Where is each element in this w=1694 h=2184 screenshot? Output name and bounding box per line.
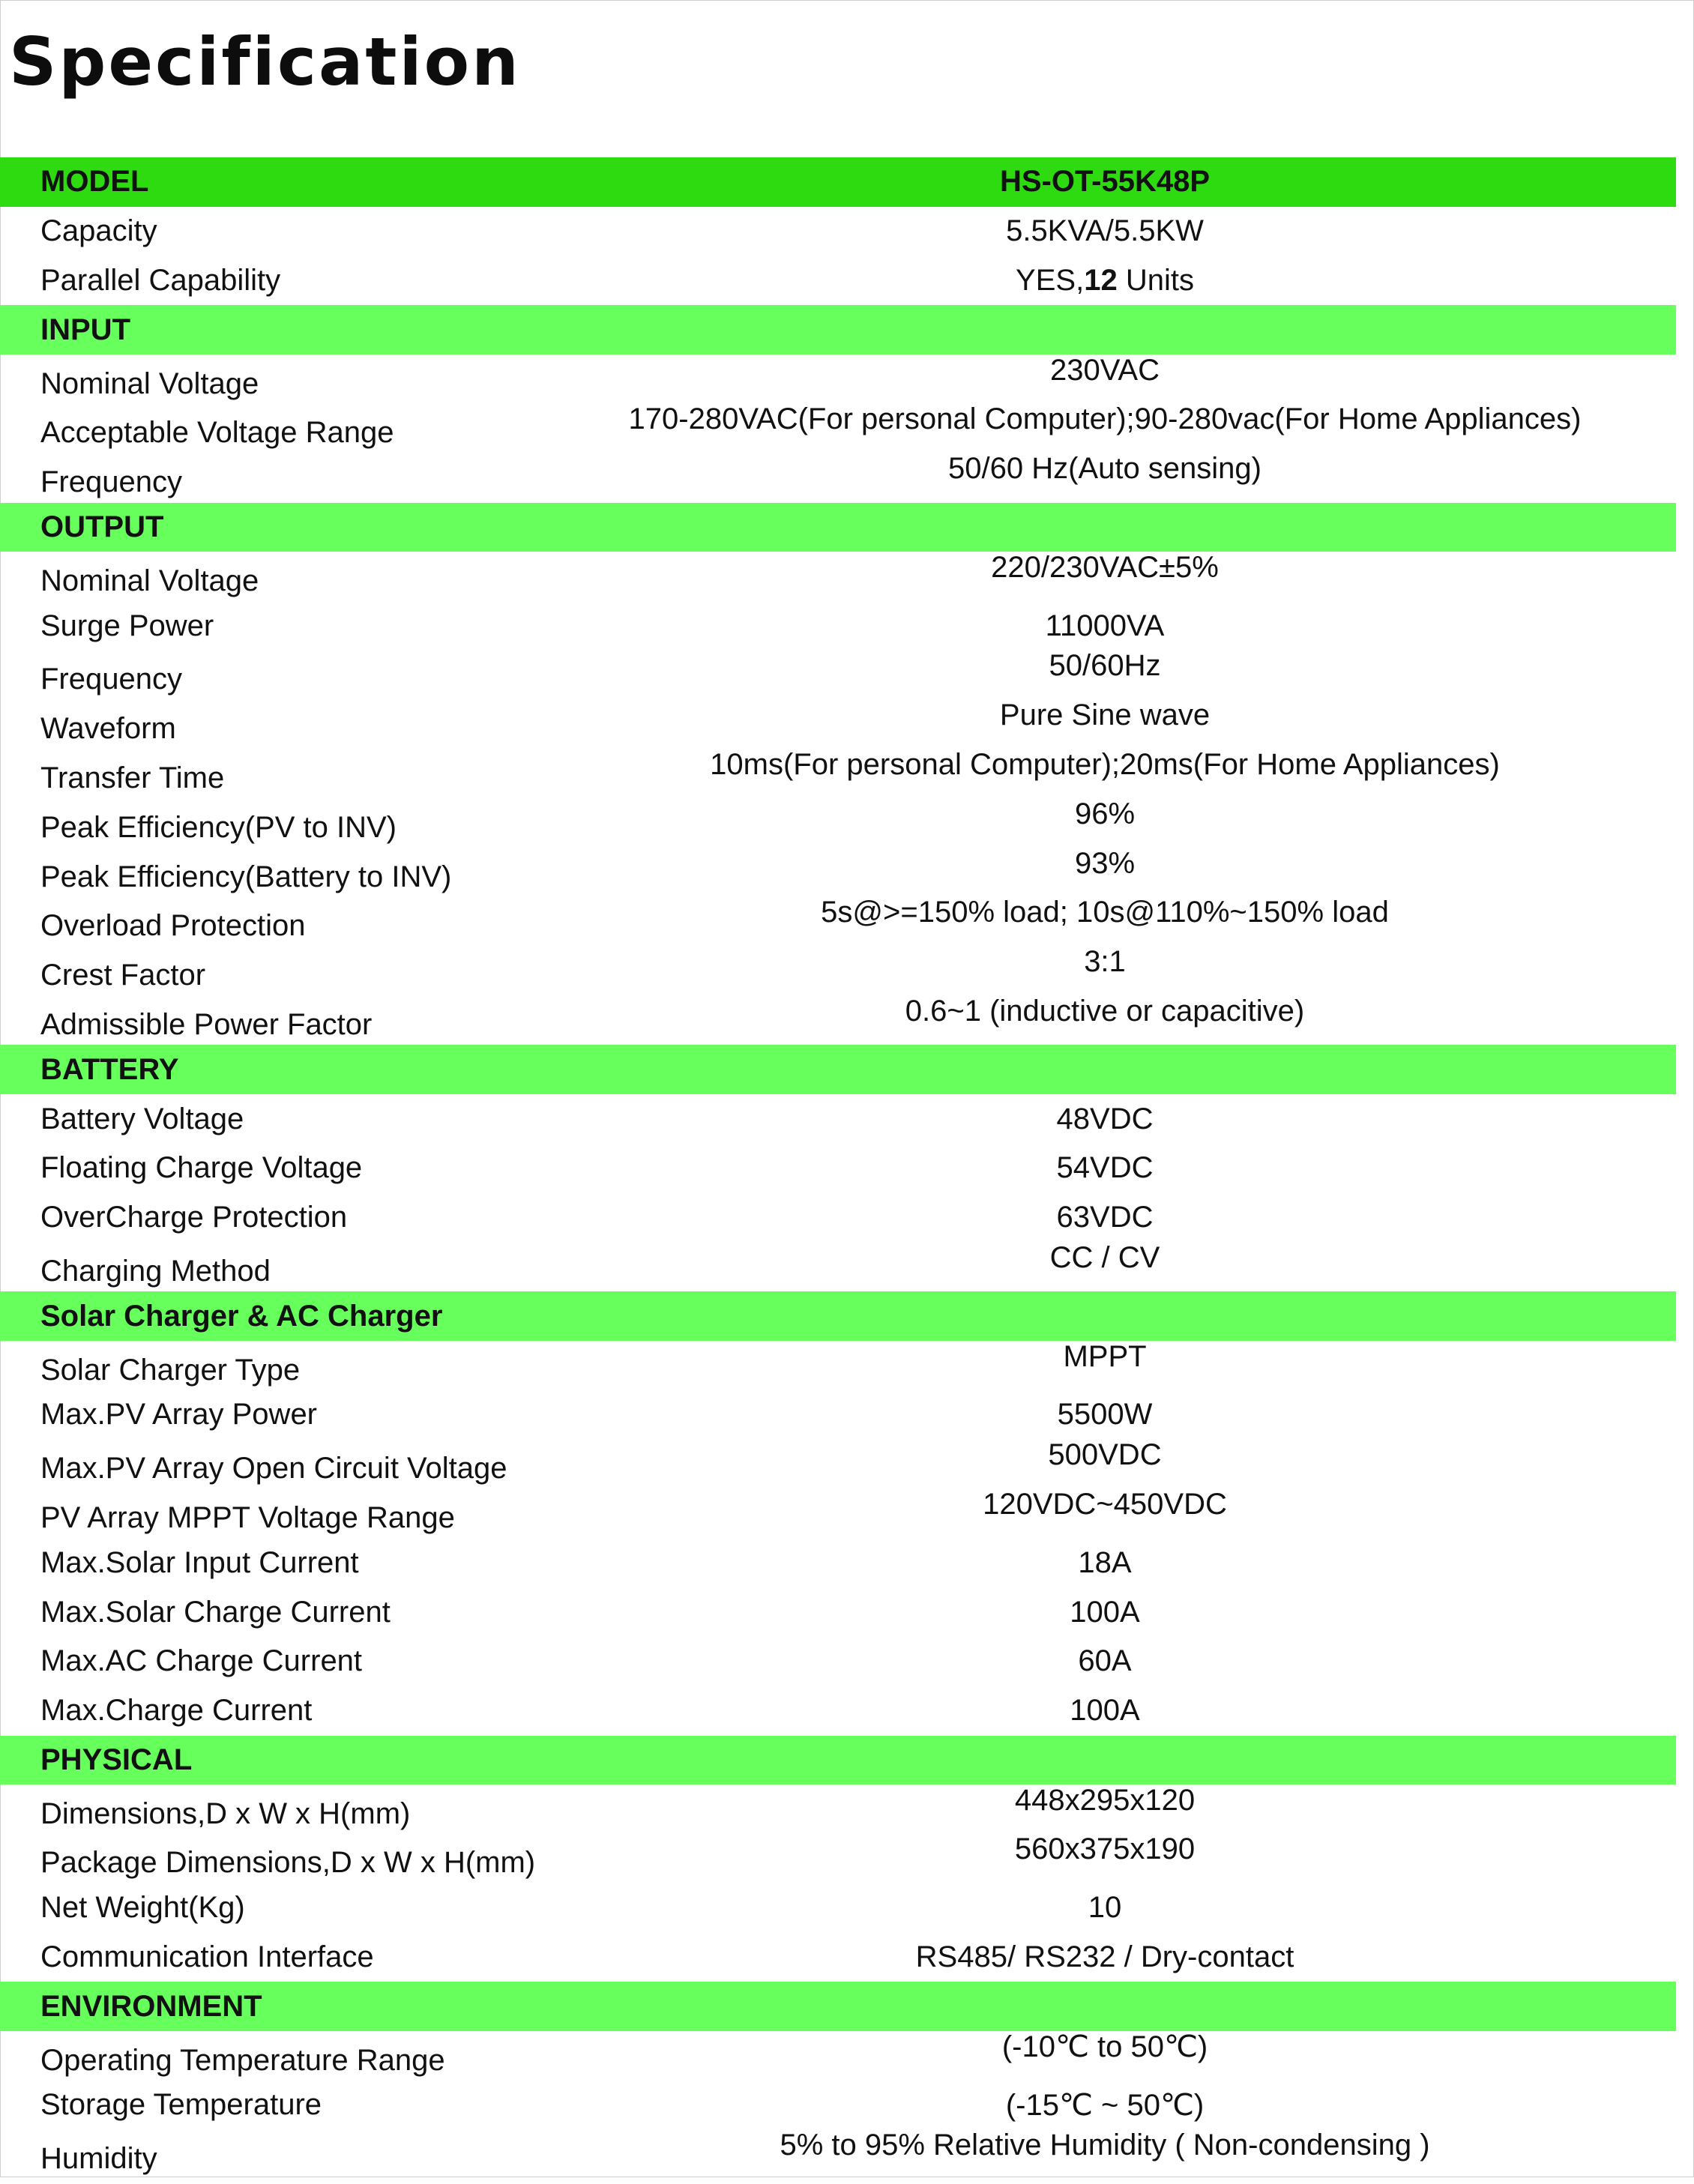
- row-label: Nominal Voltage: [40, 564, 259, 597]
- row-value: 5s@>=150% load; 10s@110%~150% load: [821, 896, 1389, 929]
- row-value: 230VAC: [1049, 353, 1160, 387]
- table-row: [0, 1240, 1676, 1292]
- row-label: Package Dimensions,D x W x H(mm): [40, 1846, 536, 1880]
- row-value: 5.5KVA/5.5KW: [1006, 214, 1204, 248]
- row-label: Max.AC Charge Current: [40, 1644, 363, 1678]
- table-row: [0, 1933, 1676, 1982]
- row-value: 170-280VAC(For personal Computer);90-280vac(For Home Appliances): [628, 402, 1582, 436]
- table-row: [0, 1094, 1676, 1144]
- row-label: Dimensions,D x W x H(mm): [40, 1797, 411, 1830]
- section-title: OUTPUT: [40, 510, 164, 543]
- value-bold: 12: [1084, 263, 1118, 297]
- table-row: [0, 256, 1676, 306]
- row-value: RS485/ RS232 / Dry-contact: [915, 1940, 1294, 1974]
- row-label: Frequency: [40, 663, 182, 696]
- table-row: [0, 207, 1676, 256]
- row-value: 10ms(For personal Computer);20ms(For Home Appliances): [710, 747, 1500, 781]
- table-row: [0, 1538, 1676, 1587]
- row-label: Humidity: [40, 2142, 157, 2176]
- row-value: (-10℃ to 50℃): [1001, 2030, 1208, 2064]
- row-value: 560x375x190: [1014, 1832, 1196, 1866]
- row-label: Nominal Voltage: [40, 366, 259, 400]
- row-value: 10: [1088, 1891, 1122, 1925]
- row-label: Crest Factor: [40, 959, 206, 992]
- table-row: [0, 1883, 1676, 1933]
- row-label: Admissible Power Factor: [40, 1007, 373, 1041]
- value-prefix: YES,: [1016, 263, 1085, 297]
- section-header-battery: [0, 1045, 1676, 1094]
- row-value: 0.6~1 (inductive or capacitive): [905, 994, 1305, 1028]
- row-value: 100A: [1070, 1694, 1140, 1728]
- table-row: [0, 1144, 1676, 1193]
- row-value: 48VDC: [1056, 1102, 1154, 1135]
- row-label: Frequency: [40, 465, 182, 499]
- table-row: [0, 1341, 1676, 1390]
- row-label: Parallel Capability: [40, 263, 281, 297]
- table-row: [0, 1686, 1676, 1736]
- row-label: Transfer Time: [40, 761, 225, 794]
- row-value: 5500W: [1057, 1398, 1153, 1432]
- model-label: MODEL: [40, 165, 149, 199]
- row-label: Max.Solar Charge Current: [40, 1595, 391, 1629]
- row-label: Battery Voltage: [40, 1102, 244, 1135]
- row-value: 50/60Hz: [1049, 649, 1161, 683]
- row-label: Waveform: [40, 712, 176, 746]
- row-value: (-15℃ ~ 50℃): [1005, 2088, 1205, 2122]
- row-label: Overload Protection: [40, 909, 306, 943]
- row-value: 5% to 95% Relative Humidity ( Non-condensing ): [780, 2129, 1430, 2162]
- model-value: HS-OT-55K48P: [999, 165, 1211, 199]
- section-title: PHYSICAL: [40, 1743, 193, 1776]
- row-label: Storage Temperature: [40, 2088, 322, 2122]
- row-label: Solar Charger Type: [40, 1353, 301, 1387]
- model-row: [0, 157, 1676, 207]
- row-label: Floating Charge Voltage: [40, 1151, 363, 1185]
- row-label: Net Weight(Kg): [40, 1891, 245, 1925]
- row-label: Peak Efficiency(Battery to INV): [40, 860, 452, 893]
- row-label: Max.Charge Current: [40, 1694, 313, 1728]
- table-row: [0, 1587, 1676, 1637]
- row-value: 500VDC: [1048, 1438, 1162, 1472]
- row-value: 18A: [1078, 1545, 1132, 1579]
- row-label: OverCharge Protection: [40, 1201, 348, 1234]
- row-value: 54VDC: [1056, 1151, 1154, 1185]
- section-title: BATTERY: [40, 1052, 179, 1086]
- row-value: Pure Sine wave: [999, 699, 1211, 732]
- row-label: Max.PV Array Open Circuit Voltage: [40, 1452, 507, 1485]
- row-label: Operating Temperature Range: [40, 2043, 445, 2077]
- table-row: [0, 996, 1676, 1046]
- table-row: [0, 453, 1676, 503]
- section-title: ENVIRONMENT: [40, 1989, 262, 2023]
- row-label: Charging Method: [40, 1254, 271, 1288]
- row-label: Peak Efficiency(PV to INV): [40, 810, 397, 844]
- section-title: Solar Charger & AC Charger: [40, 1299, 443, 1333]
- row-label: Capacity: [40, 214, 157, 248]
- table-row: [0, 1489, 1676, 1539]
- row-value: 50/60 Hz(Auto sensing): [947, 452, 1262, 486]
- row-value: [495, 256, 1694, 306]
- table-row: [0, 2130, 1676, 2180]
- row-value: 63VDC: [1056, 1201, 1154, 1234]
- row-value: CC / CV: [1049, 1240, 1160, 1274]
- row-value: 120VDC~450VDC: [983, 1487, 1227, 1521]
- section-title: INPUT: [40, 313, 130, 346]
- row-value: 60A: [1078, 1644, 1132, 1678]
- row-label: Max.Solar Input Current: [40, 1545, 359, 1579]
- page-title: Specification: [9, 23, 521, 100]
- row-value: 96%: [1074, 797, 1136, 830]
- table-row: [0, 552, 1676, 601]
- row-value: 3:1: [1084, 945, 1126, 979]
- table-row: [0, 2031, 1676, 2081]
- table-row: [0, 1834, 1676, 1883]
- row-label: PV Array MPPT Voltage Range: [40, 1500, 455, 1534]
- row-value: 448x295x120: [1014, 1783, 1196, 1817]
- table-row: [0, 1637, 1676, 1686]
- row-value: 93%: [1074, 846, 1136, 880]
- row-label: Surge Power: [40, 609, 214, 642]
- row-value: 220/230VAC±5%: [991, 550, 1219, 584]
- value-suffix: Units: [1117, 263, 1194, 297]
- row-value: 100A: [1070, 1595, 1140, 1629]
- row-value: 11000VA: [1045, 609, 1165, 642]
- row-value: MPPT: [1063, 1339, 1147, 1373]
- row-label: Communication Interface: [40, 1940, 374, 1974]
- spec-table: [0, 157, 1676, 2180]
- row-label: Max.PV Array Power: [40, 1398, 318, 1432]
- row-label: Acceptable Voltage Range: [40, 416, 394, 450]
